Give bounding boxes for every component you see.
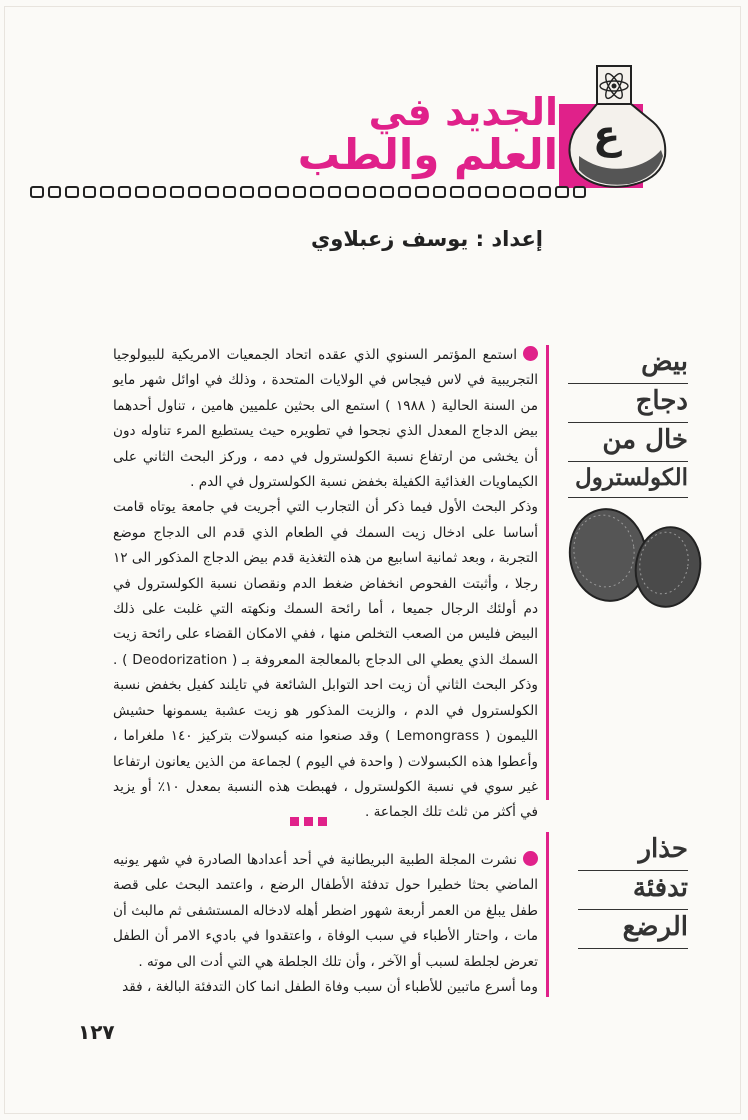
- flask-logo-icon: [557, 60, 675, 190]
- article-paragraph: وما أسرع ماتبين للأطباء أن سبب وفاة الطفل انما كان التدفئة البالغة ، فقد: [122, 979, 538, 996]
- article-1: [113, 343, 538, 826]
- section-title: [298, 92, 558, 178]
- article-paragraph: استمع المؤتمر السنوي الذي عقده اتحاد الجمعيات الامريكية للبيولوجيا التجريبية في لاس فيجاس في الولايات المتحدة ، وذلك في اوائل شهر مايو من السنة الحالية ( ١٩٨٨ ) استمع الى بحثين علميين هامين ، تناول أحدهما بيض الدجاج المعدل الذي نجحوا في تطويره حيث يستطيع المرء تناوله دون أن يخشى من ارتفاع نسبة الكولسترول في دمه ، وركز البحث الثاني على الكيماويات الغذائية الكفيلة بخفض نسبة الكولسترول في الدم .: [113, 347, 538, 491]
- page-number: ١٢٧: [78, 1020, 115, 1044]
- title-line-2: العلم والطب: [297, 130, 558, 179]
- sidebar-line: بيض: [568, 345, 688, 384]
- sidebar-line: دجاج: [568, 384, 688, 423]
- eggs-illustration-icon: [560, 505, 710, 615]
- sidebar-rule-1: [546, 345, 549, 800]
- sidebar-heading-1: [568, 345, 688, 498]
- svg-text:ع: ع: [593, 112, 621, 158]
- bullet-icon: [523, 851, 538, 866]
- section-separator: [290, 817, 327, 826]
- article-paragraph: نشرت المجلة الطبية البريطانية في أحد أعدادها الصادرة في شهر يونيه الماضي بحثا خطيرا حول تدفئة الأطفال الرضع ، واعتمد البحث على قصة طفل يبلغ من العمر أربعة شهور اضطر أهله لادخاله المستشفى ثم مالبث أن مات ، واحتار الأطباء في سبب الوفاة ، واعتقدوا في باديء الامر أن الطفل تعرض لجلطة لسبب أو الآخر ، وأن تلك الجلطة هي التي أدت الى موته .: [113, 852, 538, 970]
- sidebar-line: الكولسترول: [568, 462, 688, 498]
- decorative-border: [30, 186, 586, 200]
- bullet-icon: [523, 346, 538, 361]
- sidebar-heading-2: [578, 832, 688, 949]
- article-2: [113, 848, 538, 1000]
- author-byline: إعداد : يوسف زعبلاوي: [311, 227, 543, 251]
- article-paragraph: وذكر البحث الأول فيما ذكر أن التجارب التي أجريت في جامعة يوتاه قامت أساسا على ادخال زيت السمك في الطعام الذي قدم الى الدجاج موضع التجربة ، وبعد ثمانية اسابيع من هذه التغذية قدم بيض الدجاج المذكور الى ١٢ رجلا ، وأثبتت الفحوص انخفاض ضغط الدم ونقصان نسبة الكولسترول في دم أولئك الرجال جميعا ، أما رائحة السمك ونكهته التي غلبت على ذلك البيض فليس من الصعب التخلص منها ، ففي الامكان القضاء على رائحة زيت السمك الذي يعطي الى الدجاج بالمعالجة المعروفة بـ ( Deodorization ) . وذكر البحث الثاني أن زيت احد التوابل الشائعة في تايلند كفيل بخفض نسبة الكولسترول في الدم ، والزيت المذكور هو زيت عشبة يسمونها حشيش الليمون ( Lemongrass ) وقد صنعوا منه كبسولات بتركيز ١٤٠ ملغراما ، وأعطوا هذه الكبسولات ( واحدة في اليوم ) لجماعة من الذين يعانون ارتفاعا غير سوي في نسبة الكولسترول ، فهبطت هذه النسبة بمعدل ١٠٪ أو يزيد في أكثر من ثلث تلك الجماعة .: [113, 499, 538, 821]
- title-line-1: الجديد في: [368, 90, 558, 134]
- logo: [557, 60, 675, 190]
- sidebar-line: خال من: [568, 423, 688, 462]
- sidebar-line: حذار: [578, 832, 688, 871]
- sidebar-rule-2: [546, 832, 549, 997]
- sidebar-line: تدفئة: [578, 871, 688, 910]
- sidebar-line: الرضع: [578, 910, 688, 949]
